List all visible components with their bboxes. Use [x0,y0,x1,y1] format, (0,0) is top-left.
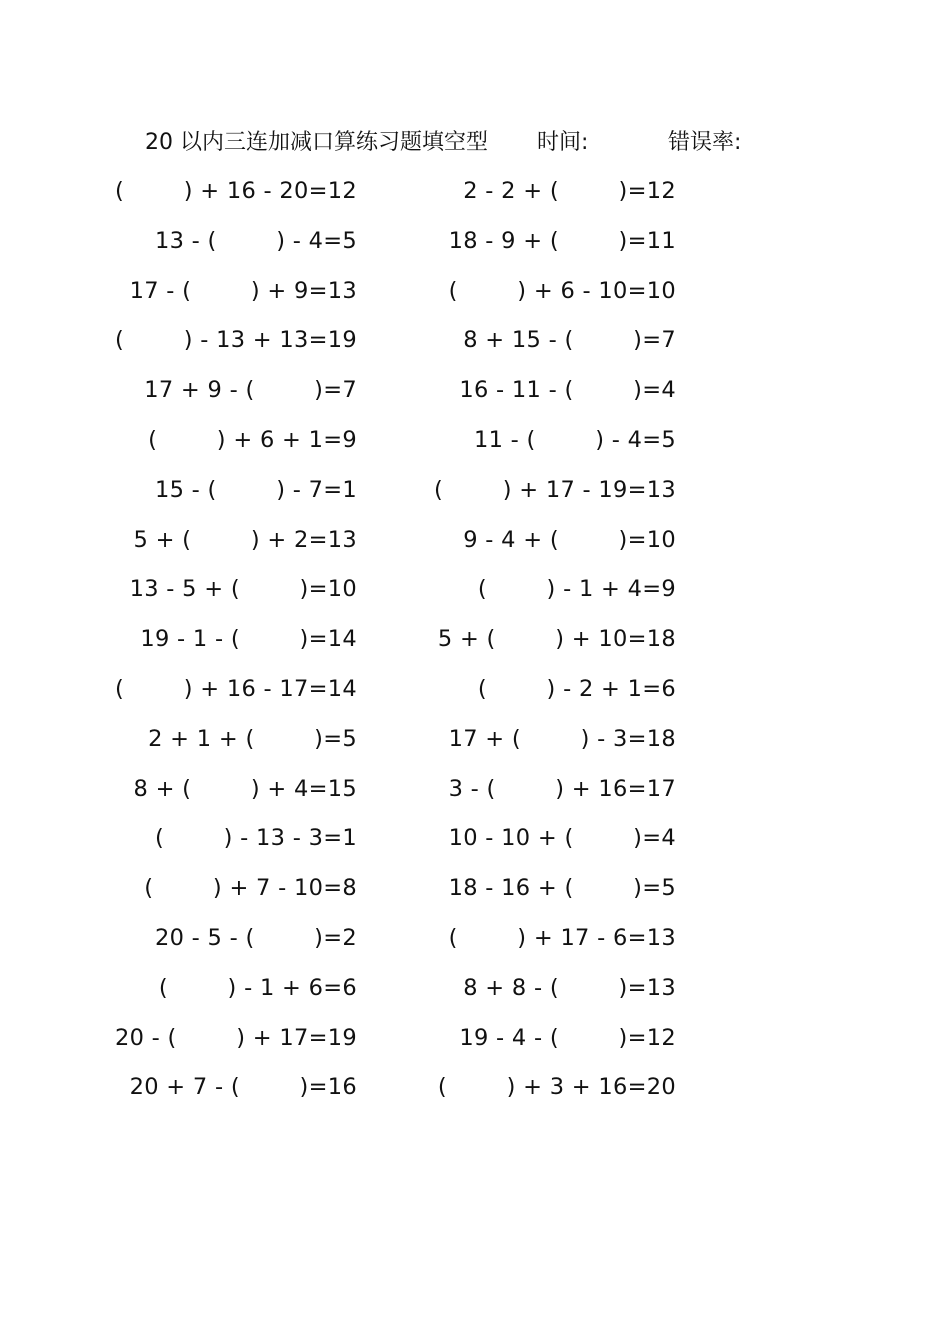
problem-left: ( ) + 16 - 17=14 [115,675,357,702]
problem-left: ( ) + 6 + 1=9 [148,426,357,453]
problem-row [0,423,950,473]
problem-right: 10 - 10 + ( )=4 [448,825,676,852]
problem-right: ( ) - 1 + 4=9 [477,576,676,603]
problem-left: 17 + 9 - ( )=7 [144,377,357,404]
problem-row [0,772,950,822]
problem-left: 17 - ( ) + 9=13 [129,277,357,304]
problem-left: ( ) + 7 - 10=8 [144,875,357,902]
problem-right: 19 - 4 - ( )=12 [459,1024,676,1051]
problem-row [0,622,950,672]
problem-right: ( ) + 17 - 6=13 [448,924,676,951]
problem-left: 2 + 1 + ( )=5 [148,725,357,752]
problem-right: 5 + ( ) + 10=18 [437,626,676,653]
problem-right: 11 - ( ) - 4=5 [473,426,676,453]
problem-right: 8 + 15 - ( )=7 [463,327,676,354]
problem-left: ( ) - 13 + 13=19 [115,327,357,354]
problem-left: 19 - 1 - ( )=14 [140,626,357,653]
error-rate-label: 错误率: [668,130,742,155]
problem-row [0,224,950,274]
problem-row [0,722,950,772]
problem-right: 9 - 4 + ( )=10 [463,526,676,553]
problem-right: 16 - 11 - ( )=4 [459,377,676,404]
problem-right: ( ) - 2 + 1=6 [477,675,676,702]
problem-left: 20 - ( ) + 17=19 [115,1024,357,1051]
problem-row [0,871,950,921]
problem-right: ( ) + 3 + 16=20 [437,1074,676,1101]
problem-row [0,373,950,423]
problem-right: 18 - 16 + ( )=5 [448,875,676,902]
problem-right: 18 - 9 + ( )=11 [448,227,676,254]
problem-row [0,473,950,523]
problem-row [0,572,950,622]
problem-left: 8 + ( ) + 4=15 [133,775,357,802]
time-label: 时间: [537,130,589,155]
problem-grid [0,174,950,1120]
problem-left: 20 - 5 - ( )=2 [154,924,357,951]
problem-right: 17 + ( ) - 3=18 [448,725,676,752]
problem-left: 20 + 7 - ( )=16 [129,1074,357,1101]
problem-left: 13 - 5 + ( )=10 [129,576,357,603]
worksheet-title: 20 以内三连加减口算练习题填空型 [145,130,488,155]
problem-row [0,523,950,573]
problem-row [0,274,950,324]
problem-row [0,323,950,373]
problem-right: 2 - 2 + ( )=12 [463,178,676,204]
problem-left: ( ) - 13 - 3=1 [154,825,357,852]
problem-row [0,971,950,1021]
problem-left: ( ) - 1 + 6=6 [158,974,357,1001]
problem-left: 15 - ( ) - 7=1 [154,476,357,503]
problem-right: 3 - ( ) + 16=17 [448,775,676,802]
problem-left: 5 + ( ) + 2=13 [133,526,357,553]
problem-row [0,1070,950,1120]
problem-row [0,672,950,722]
problem-row [0,821,950,871]
problem-left: ( ) + 16 - 20=12 [115,178,357,204]
problem-row [0,174,950,224]
problem-row [0,1021,950,1071]
problem-right: 8 + 8 - ( )=13 [463,974,676,1001]
problem-row [0,921,950,971]
problem-left: 13 - ( ) - 4=5 [154,227,357,254]
problem-right: ( ) + 17 - 19=13 [434,476,676,503]
problem-right: ( ) + 6 - 10=10 [448,277,676,304]
